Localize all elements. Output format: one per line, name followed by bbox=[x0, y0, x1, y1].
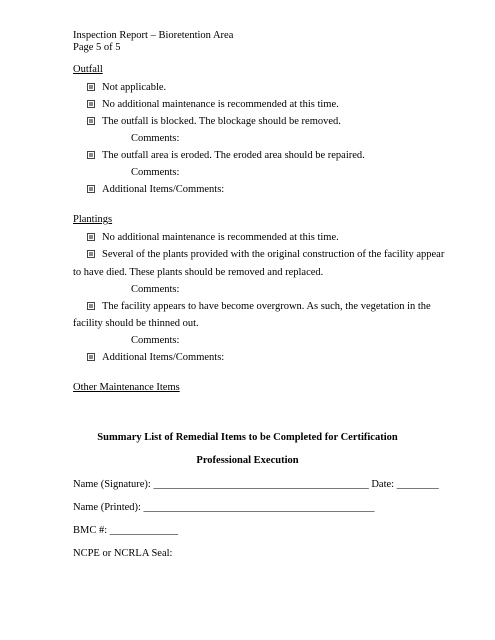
plantings-no-maintenance-checkbox[interactable] bbox=[87, 233, 95, 241]
report-title: Inspection Report – Bioretention Area bbox=[73, 30, 234, 41]
outfall-not-applicable-checkbox[interactable] bbox=[87, 83, 95, 91]
other-maintenance-heading: Other Maintenance Items bbox=[73, 382, 180, 393]
outfall-blocked-checkbox[interactable] bbox=[87, 117, 95, 125]
outfall-heading: Outfall bbox=[73, 64, 103, 75]
plantings-additional-checkbox[interactable] bbox=[87, 353, 95, 361]
outfall-comments-2: Comments: bbox=[131, 167, 180, 178]
outfall-comments-1: Comments: bbox=[131, 133, 180, 144]
plantings-item-no-maintenance: No additional maintenance is recommended at this time. bbox=[102, 232, 339, 243]
outfall-item-eroded: The outfall area is eroded. The eroded area should be repaired. bbox=[102, 150, 365, 161]
outfall-item-not-applicable: Not applicable. bbox=[102, 82, 167, 93]
bmc-number-field: BMC #: _____________ bbox=[73, 525, 179, 536]
seal-label: NCPE or NCRLA Seal: bbox=[73, 548, 173, 559]
professional-execution-heading: Professional Execution bbox=[196, 455, 299, 466]
outfall-eroded-checkbox[interactable] bbox=[87, 151, 95, 159]
plantings-item-died-line1: Several of the plants provided with the original construction of the facility appear bbox=[102, 249, 445, 260]
name-printed-field: Name (Printed): ____________________________________________ bbox=[73, 502, 375, 513]
plantings-comments-2: Comments: bbox=[131, 335, 180, 346]
plantings-comments-1: Comments: bbox=[131, 284, 180, 295]
plantings-item-died-line2: to have died. These plants should be removed and replaced. bbox=[73, 267, 324, 278]
page-number: Page 5 of 5 bbox=[73, 42, 121, 53]
plantings-died-checkbox[interactable] bbox=[87, 250, 95, 258]
outfall-no-maintenance-checkbox[interactable] bbox=[87, 100, 95, 108]
outfall-item-no-maintenance: No additional maintenance is recommended at this time. bbox=[102, 99, 339, 110]
plantings-item-overgrown-line2: facility should be thinned out. bbox=[73, 318, 199, 329]
outfall-item-additional: Additional Items/Comments: bbox=[102, 184, 225, 195]
name-signature-field: Name (Signature): _________________________________________ Date: ________ bbox=[73, 479, 439, 490]
plantings-heading: Plantings bbox=[73, 214, 113, 225]
plantings-item-overgrown-line1: The facility appears to have become overgrown. As such, the vegetation in the bbox=[102, 301, 431, 312]
outfall-additional-checkbox[interactable] bbox=[87, 185, 95, 193]
summary-title: Summary List of Remedial Items to be Completed for Certification bbox=[97, 432, 398, 443]
plantings-overgrown-checkbox[interactable] bbox=[87, 302, 95, 310]
plantings-item-additional: Additional Items/Comments: bbox=[102, 352, 225, 363]
outfall-item-blocked: The outfall is blocked. The blockage should be removed. bbox=[102, 116, 341, 127]
